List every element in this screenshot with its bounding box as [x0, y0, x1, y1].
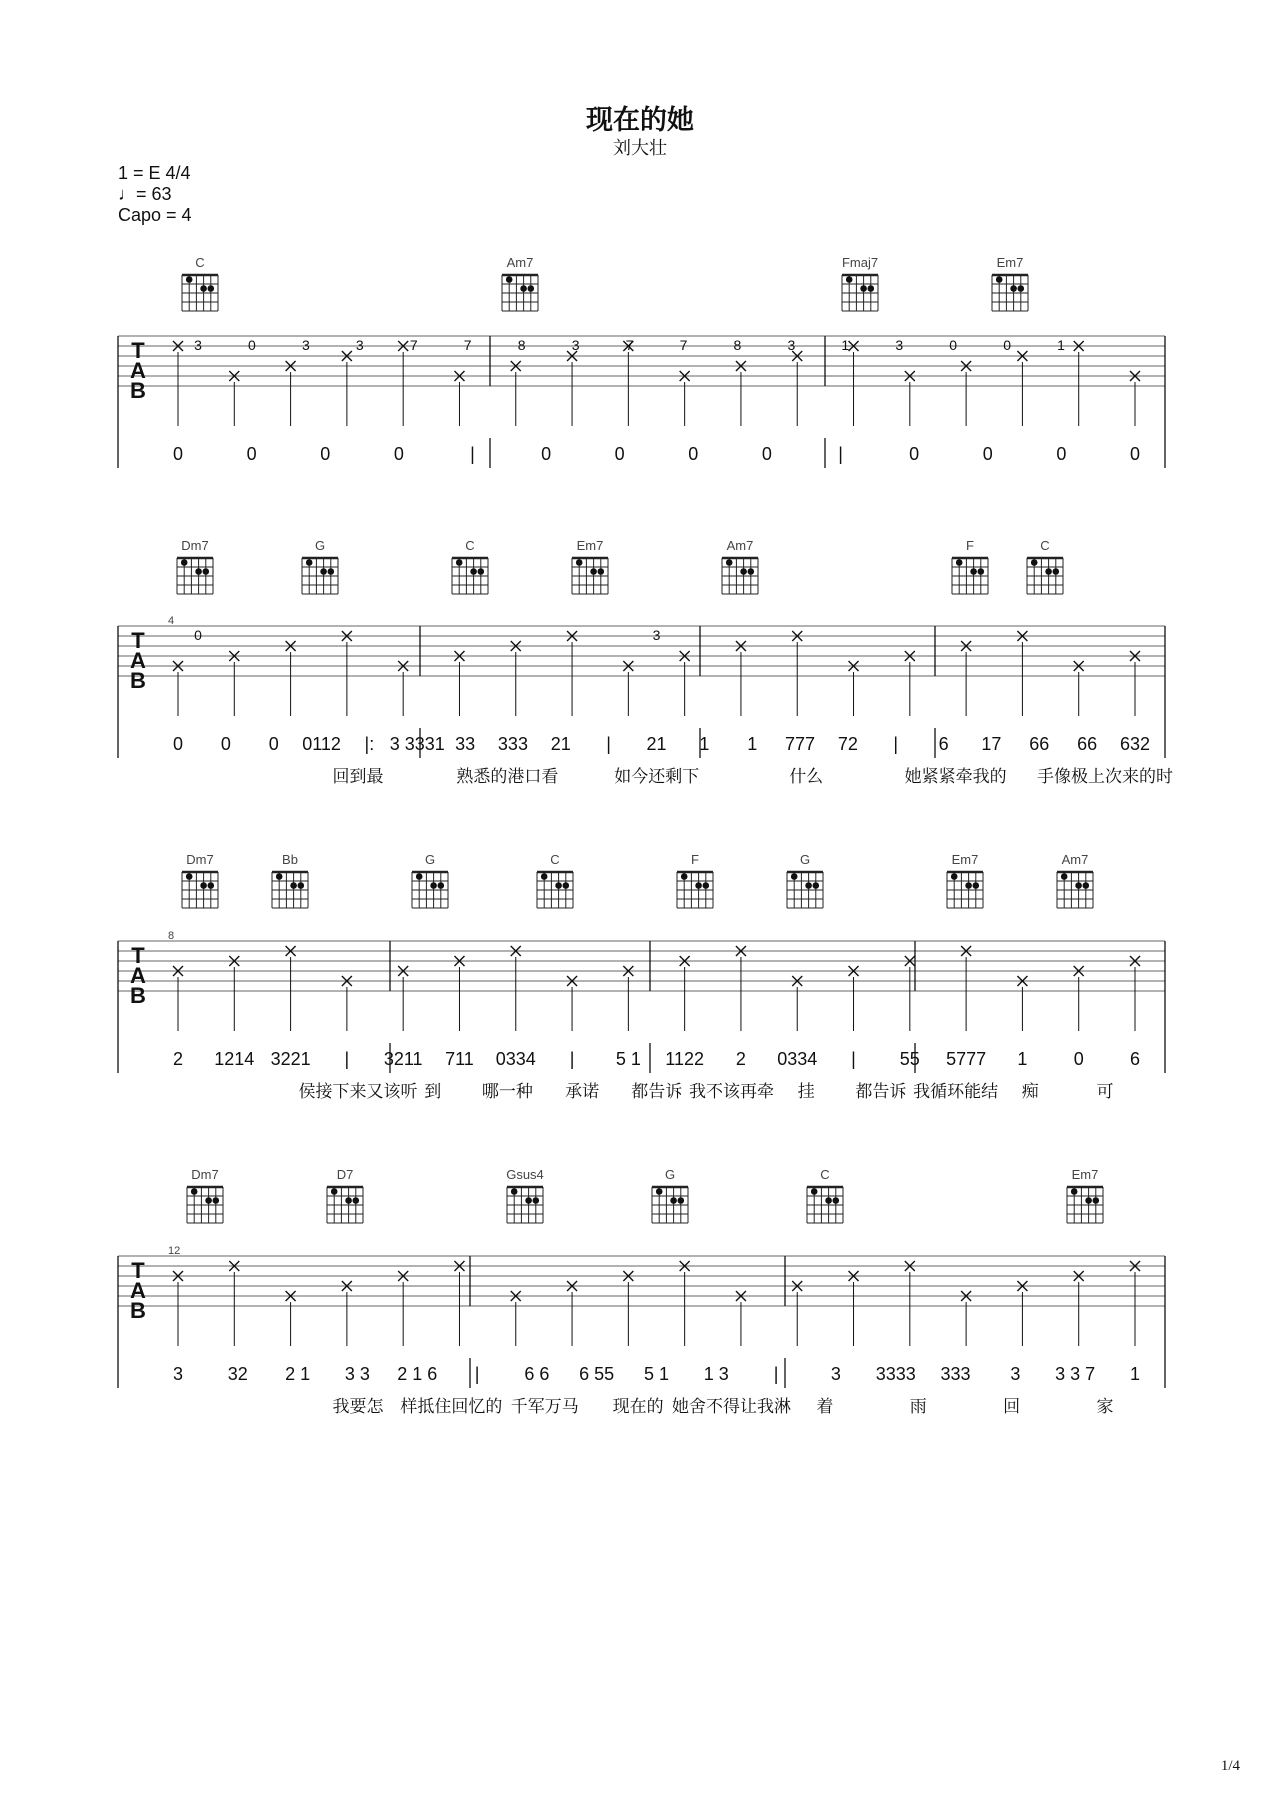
am7-chord-diagram: [502, 275, 538, 311]
tab-clef-b: B: [130, 668, 146, 693]
lyric-text: 都告诉: [855, 1082, 907, 1102]
jianpu-note: |: [851, 1049, 856, 1069]
tab-clef-a: A: [130, 963, 146, 988]
jianpu-note: 1: [1129, 1364, 1141, 1384]
lyric-text: 如今还剩下: [614, 767, 700, 787]
jianpu-note: 3333: [875, 1364, 916, 1384]
jianpu-note: 632: [1119, 734, 1151, 754]
chord-name-f: F: [691, 852, 699, 867]
jianpu-note: 66: [1029, 734, 1050, 754]
fmaj7-chord-diagram: [842, 275, 878, 311]
lyric-text: 雨: [909, 1397, 927, 1417]
jianpu-note: |: [474, 1364, 480, 1384]
gsus4-chord-diagram: [507, 1187, 543, 1223]
jianpu-note: 333: [497, 734, 528, 754]
lyric-text: 她舍不得让我淋: [672, 1397, 791, 1417]
fret-number: 3: [301, 337, 310, 353]
chord-name-am7: Am7: [1061, 852, 1089, 867]
jianpu-note: 66: [1077, 734, 1098, 754]
g-chord-diagram: [302, 558, 338, 594]
lyric-text: 我不该再牵: [689, 1082, 774, 1102]
tab-clef-b: B: [130, 378, 146, 403]
f-chord-diagram: [952, 558, 988, 594]
song-title: 现在的她: [586, 105, 694, 136]
jianpu-note: |:: [364, 734, 375, 754]
song-artist: 刘大壮: [613, 138, 667, 159]
jianpu-note: 1122: [665, 1049, 705, 1069]
jianpu-note: |: [838, 444, 843, 464]
em7-chord-diagram: [1067, 1187, 1103, 1223]
d7-chord-diagram: [327, 1187, 363, 1223]
jianpu-note: 777: [785, 734, 816, 754]
fret-number: 8: [517, 337, 526, 353]
dm7-chord-diagram: [177, 558, 213, 594]
jianpu-note: 5 1: [615, 1049, 641, 1069]
lyric-text: 挂: [797, 1082, 815, 1102]
jianpu-note: |: [569, 1049, 575, 1069]
jianpu-note: 0: [320, 444, 331, 464]
jianpu-note: 21: [550, 734, 571, 754]
jianpu-note: 333: [940, 1364, 971, 1384]
jianpu-note: 0: [1073, 1049, 1084, 1069]
chord-name-g: G: [314, 538, 326, 553]
lyric-text: 熟悉的港口看: [456, 767, 559, 787]
fret-number: 3: [355, 337, 364, 353]
am7-chord-diagram: [722, 558, 758, 594]
chord-name-am7: Am7: [726, 538, 754, 553]
jianpu-note: 5 1: [643, 1364, 670, 1384]
jianpu-note: 6 55: [579, 1364, 615, 1384]
jianpu-note: 2 1 6: [397, 1364, 438, 1384]
jianpu-note: 6: [1129, 1049, 1141, 1069]
chord-name-c: C: [195, 255, 205, 270]
em7-chord-diagram: [572, 558, 608, 594]
chord-name-em7: Em7: [951, 852, 979, 867]
jianpu-note: 0: [1056, 444, 1067, 464]
chord-name-dm7: Dm7: [181, 538, 209, 553]
fret-number: 7: [409, 337, 418, 353]
lyric-text: 样抵住回忆的: [400, 1397, 503, 1417]
jianpu-note: 3 3331: [389, 734, 445, 754]
lyric-text: 家: [1096, 1397, 1114, 1417]
fret-number: 3: [787, 337, 796, 353]
jianpu-note: |: [893, 734, 899, 754]
jianpu-note: 0: [393, 444, 404, 464]
tempo-marking: ♩= 63: [118, 184, 172, 204]
fret-number: 0: [949, 337, 958, 353]
em7-chord-diagram: [992, 275, 1028, 311]
chord-name-dm7: Dm7: [186, 852, 214, 867]
jianpu-note: |: [773, 1364, 779, 1384]
bb-chord-diagram: [272, 872, 308, 908]
jianpu-note: 5777: [946, 1049, 987, 1069]
chord-name-d7: D7: [336, 1167, 354, 1182]
jianpu-note: 33: [455, 734, 476, 754]
jianpu-note: 3 3 7: [1055, 1364, 1096, 1384]
jianpu-note: 2: [735, 1049, 746, 1069]
jianpu-note: 3: [172, 1364, 184, 1384]
jianpu-note: 0: [614, 444, 625, 464]
am7-chord-diagram: [1057, 872, 1093, 908]
tab-clef-a: A: [130, 648, 146, 673]
fret-number: 3: [194, 337, 202, 353]
fret-number: 3: [895, 337, 904, 353]
fret-number: 8: [733, 337, 742, 353]
jianpu-note: 0: [220, 734, 231, 754]
jianpu-note: |: [470, 444, 475, 464]
tab-clef-t: T: [131, 338, 145, 363]
jianpu-note: 55: [899, 1049, 920, 1069]
jianpu-note: 1 3: [703, 1364, 729, 1384]
tab-clef-a: A: [130, 358, 146, 383]
chord-name-gsus4: Gsus4: [506, 1167, 544, 1182]
c-chord-diagram: [537, 872, 573, 908]
jianpu-note: 0: [246, 444, 257, 464]
chord-name-f: F: [966, 538, 974, 553]
jianpu-note: 0: [268, 734, 279, 754]
tab-clef-b: B: [130, 983, 146, 1008]
jianpu-note: 711: [445, 1049, 474, 1069]
jianpu-note: 1: [747, 734, 758, 754]
lyric-text: 侯接下来又该听: [298, 1082, 418, 1102]
jianpu-note: 0334: [777, 1049, 818, 1069]
lyric-text: 手像极上次来的时: [1037, 767, 1173, 787]
capo-marking: Capo = 4: [118, 205, 192, 225]
g-chord-diagram: [787, 872, 823, 908]
g-chord-diagram: [652, 1187, 688, 1223]
chord-name-am7: Am7: [506, 255, 534, 270]
fret-number: 0: [248, 337, 256, 353]
bar-number: 4: [168, 615, 175, 627]
g-chord-diagram: [412, 872, 448, 908]
tab-clef-t: T: [131, 943, 145, 968]
jianpu-note: 0: [172, 444, 184, 464]
lyric-text: 什么: [789, 767, 824, 787]
chord-name-em7: Em7: [996, 255, 1024, 270]
fret-number: 1: [841, 337, 850, 353]
jianpu-note: 3221: [270, 1049, 311, 1069]
f-chord-diagram: [677, 872, 713, 908]
jianpu-note: |: [344, 1049, 350, 1069]
chord-name-c: C: [820, 1167, 830, 1182]
jianpu-note: 0112: [302, 734, 341, 754]
jianpu-note: 6 6: [524, 1364, 550, 1384]
chord-name-dm7: Dm7: [191, 1167, 219, 1182]
key-signature: 1 = E 4/4: [118, 163, 191, 183]
jianpu-note: 0: [909, 444, 920, 464]
lyric-text: 可: [1096, 1082, 1114, 1102]
chord-name-bb: Bb: [282, 852, 298, 867]
lyric-text: 哪一种: [481, 1082, 533, 1102]
dm7-chord-diagram: [187, 1187, 223, 1223]
jianpu-note: 17: [981, 734, 1002, 754]
lyric-text: 回: [1003, 1397, 1021, 1417]
chord-name-g: G: [424, 852, 436, 867]
jianpu-note: 3211: [383, 1049, 423, 1069]
page-number: 1/4: [1220, 1758, 1240, 1774]
jianpu-note: 0: [688, 444, 699, 464]
chord-name-em7: Em7: [1071, 1167, 1099, 1182]
chord-name-fmaj7: Fmaj7: [841, 255, 879, 270]
fret-number: 7: [625, 337, 634, 353]
lyric-text: 我要怎: [332, 1397, 384, 1417]
jianpu-note: 0: [1129, 444, 1141, 464]
jianpu-note: 0: [761, 444, 772, 464]
c-chord-diagram: [1027, 558, 1063, 594]
jianpu-note: 21: [646, 734, 667, 754]
jianpu-note: 32: [227, 1364, 248, 1384]
chord-name-c: C: [465, 538, 475, 553]
jianpu-note: 6: [938, 734, 949, 754]
jianpu-note: 1: [1017, 1049, 1028, 1069]
chord-name-c: C: [550, 852, 560, 867]
fret-number: 7: [679, 337, 688, 353]
lyric-text: 着: [816, 1397, 834, 1417]
tab-clef-b: B: [130, 1298, 146, 1323]
chord-name-g: G: [664, 1167, 676, 1182]
jianpu-note: 2 1: [285, 1364, 311, 1384]
c-chord-diagram: [182, 275, 218, 311]
em7-chord-diagram: [947, 872, 983, 908]
jianpu-note: 0: [172, 734, 184, 754]
lyric-text: 千军万马: [510, 1397, 579, 1417]
jianpu-note: 0: [982, 444, 993, 464]
lyric-text: 承诺: [565, 1082, 600, 1102]
jianpu-note: 3: [830, 1364, 841, 1384]
fret-number: 0: [1003, 337, 1012, 353]
tab-clef-a: A: [130, 1278, 146, 1303]
fret-number: 7: [463, 337, 472, 353]
fret-number: 3: [652, 627, 661, 643]
dm7-chord-diagram: [182, 872, 218, 908]
chord-name-em7: Em7: [576, 538, 604, 553]
lyric-text: 回到最: [332, 767, 384, 787]
lyric-text: 痴: [1021, 1082, 1039, 1102]
tab-clef-t: T: [131, 628, 145, 653]
fret-number: 3: [571, 337, 580, 353]
jianpu-note: 3 3: [344, 1364, 370, 1384]
jianpu-note: |: [606, 734, 611, 754]
chord-name-g: G: [799, 852, 811, 867]
jianpu-note: 0334: [495, 1049, 536, 1069]
bar-number: 12: [168, 1245, 181, 1257]
c-chord-diagram: [452, 558, 488, 594]
jianpu-note: 72: [837, 734, 858, 754]
chord-name-c: C: [1040, 538, 1050, 553]
c-chord-diagram: [807, 1187, 843, 1223]
tab-clef-t: T: [131, 1258, 145, 1283]
jianpu-note: 2: [172, 1049, 184, 1069]
lyric-text: 都告诉: [631, 1082, 683, 1102]
bar-number: 8: [168, 930, 175, 942]
lyric-text: 她紧紧牵我的: [904, 767, 1007, 787]
fret-number: 0: [194, 627, 202, 643]
fret-number: 1: [1057, 337, 1065, 353]
lyric-text: 到: [424, 1082, 442, 1102]
jianpu-note: 3: [1010, 1364, 1021, 1384]
jianpu-note: 1214: [214, 1049, 255, 1069]
lyric-text: 我循环能结: [913, 1082, 999, 1102]
jianpu-note: 0: [541, 444, 552, 464]
jianpu-note: 1: [699, 734, 710, 754]
lyric-text: 现在的: [612, 1397, 664, 1417]
